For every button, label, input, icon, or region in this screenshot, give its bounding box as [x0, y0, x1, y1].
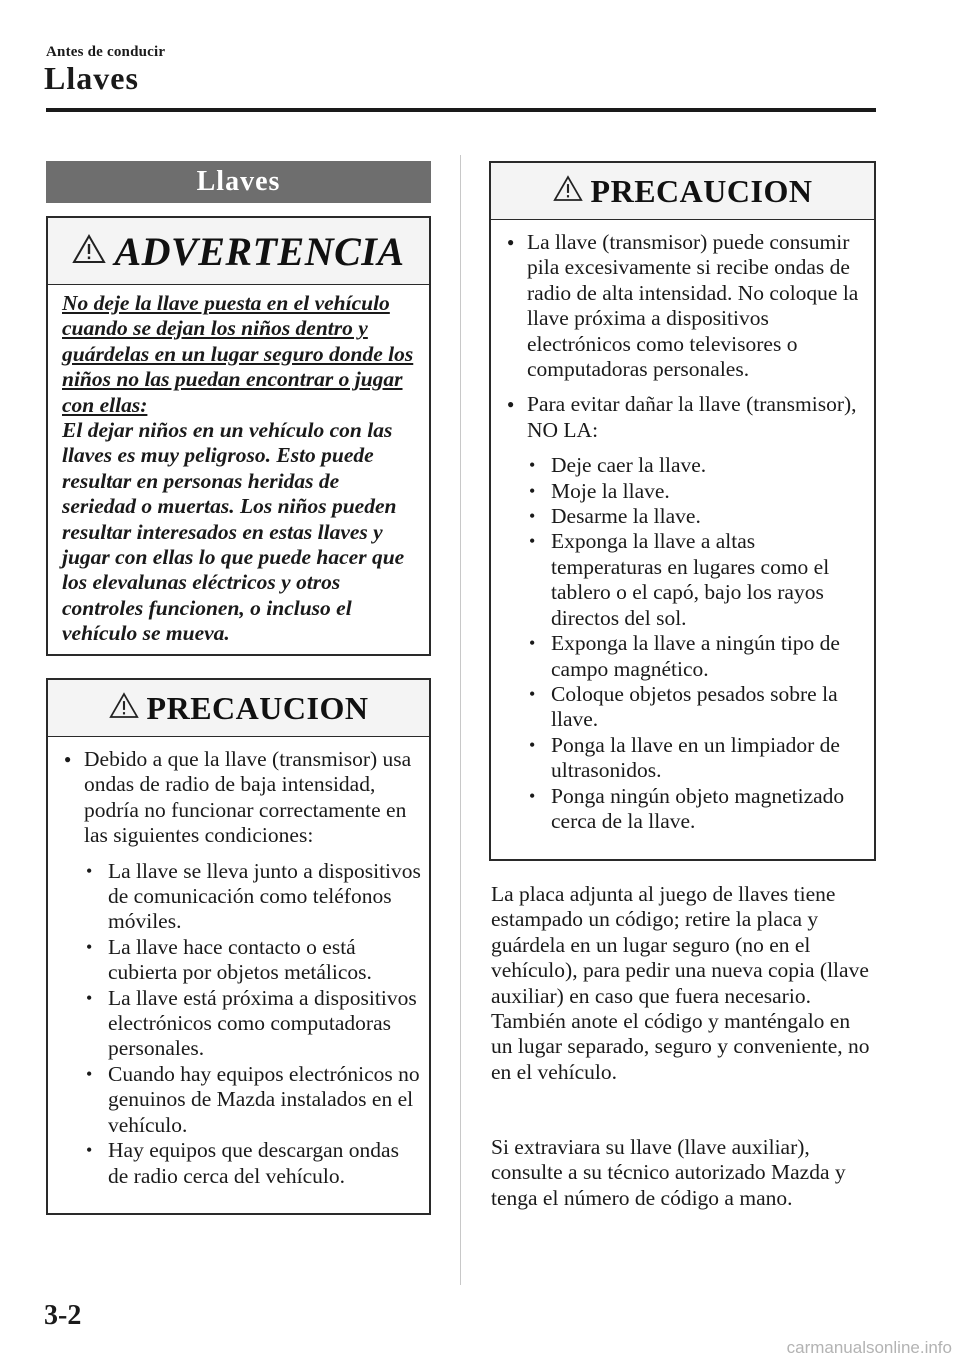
caution-intro: Debido a que la llave (transmisor) usa ondas de radio de baja intensidad, podría no funcionar correctamente en las siguientes condiciones: [84, 747, 412, 848]
caution-title-right: PRECAUCION [590, 172, 813, 209]
list-item: • Desarme la llave. [527, 504, 866, 529]
caution-list-right [491, 220, 874, 834]
caution-header-right [491, 163, 874, 220]
column-divider [460, 155, 461, 1285]
caution-box-left [46, 678, 431, 1215]
caution-bullet2: Para evitar dañar la llave (transmisor), NO LA: [527, 392, 857, 442]
warning-triangle-icon [553, 175, 583, 207]
warning-box [46, 216, 431, 656]
warning-text: El dejar niños en un vehículo con las llaves es muy peligroso. Esto puede resultar en personas heridas de seriedad o muertas. Los niños pueden resultar interesados en estas llaves y jugar con ellas lo que puede hacer que los elevalunas eléctricos y otros controles funcionen, o incluso el vehículo se mueva. [62, 418, 405, 646]
list-item: • La llave se lleva junto a dispositivos de comunicación como teléfonos móviles. [84, 859, 421, 935]
watermark: carmanualsonline.info [786, 1338, 952, 1357]
list-item: • La llave hace contacto o está cubierta por objetos metálicos. [84, 935, 421, 986]
body-paragraph-lost-key: Si extraviara su llave (llave auxiliar), consulte a su técnico autorizado Mazda y tenga el número de código a mano. [491, 1135, 846, 1210]
list-item [505, 392, 866, 834]
warning-body [48, 285, 429, 647]
warning-triangle-icon [72, 234, 106, 269]
list-item: • Cuando hay equipos electrónicos no genuinos de Mazda instalados en el vehículo. [84, 1062, 421, 1138]
paragraph-text: La placa adjunta al juego de llaves tiene estampado un código; retire la placa y guárdela en un lugar seguro (no en el vehículo), para pedir una nueva copia (llave auxiliar) en caso que fuera necesario. [491, 882, 869, 1008]
warning-underlined-text: No deje la llave puesta en el vehículo cuando se dejan los niños dentro y guárdelas en un lugar seguro donde los niños no las puedan encontrar o jugar con ellas: [62, 291, 414, 417]
list-item: • Ponga ningún objeto magnetizado cerca de la llave. [527, 784, 866, 835]
list-item: • Ponga la llave en un limpiador de ultrasonidos. [527, 733, 866, 784]
warning-header [48, 218, 429, 285]
condition-list [84, 859, 421, 1189]
list-item: • Exponga la llave a altas temperaturas en lugares como el tablero o el capó, bajo los rayos directos del sol. [527, 529, 866, 631]
caution-box-right [489, 161, 876, 861]
section-label: Antes de conducir [46, 44, 166, 60]
list-item: • Exponga la llave a ningún tipo de campo magnético. [527, 631, 866, 682]
title-rule [46, 108, 876, 112]
paragraph-text: También anote el código y manténgalo en un lugar separado, seguro y conveniente, no en el vehículo. [491, 1009, 870, 1084]
avoid-list [527, 453, 866, 834]
caution-header-left [48, 680, 429, 737]
list-item: • Deje caer la llave. [527, 453, 866, 478]
list-item: • Moje la llave. [527, 479, 866, 504]
section-banner: Llaves [46, 161, 431, 203]
list-item [62, 747, 421, 1189]
list-item: • Hay equipos que descargan ondas de radio cerca del vehículo. [84, 1138, 421, 1189]
list-item: • Coloque objetos pesados sobre la llave. [527, 682, 866, 733]
page-title: Llaves [44, 60, 139, 96]
list-item: ● La llave (transmisor) puede consumir pila excesivamente si recibe ondas de radio de alta intensidad. No coloque la llave próxima a dispositivos electrónicos como televisores o computadoras personales. [505, 230, 866, 382]
list-item: • La llave está próxima a dispositivos electrónicos como computadoras personales. [84, 986, 421, 1062]
caution-list-left [48, 737, 429, 1189]
body-paragraph-code [491, 882, 876, 1085]
warning-title: ADVERTENCIA [114, 228, 405, 274]
page-number: 3-2 [44, 1300, 82, 1331]
caution-title-left: PRECAUCION [146, 689, 369, 726]
warning-triangle-icon [109, 692, 139, 724]
